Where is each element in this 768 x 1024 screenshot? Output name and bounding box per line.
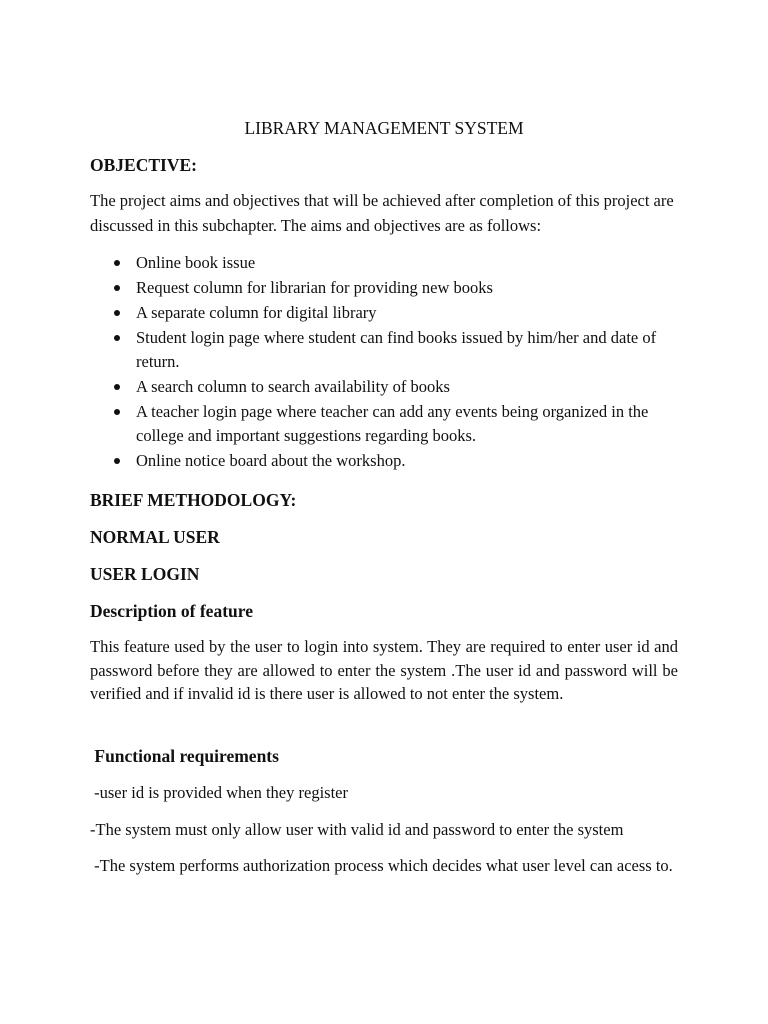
- list-item: A teacher login page where teacher can add any events being organized in the college and important suggestions regarding books.: [90, 400, 678, 448]
- bullet-icon: [114, 310, 120, 316]
- bullet-icon: [114, 409, 120, 415]
- user-login-heading: USER LOGIN: [90, 564, 200, 584]
- requirement-3: -The system performs authorization process which decides what user level can acess to.: [90, 856, 673, 875]
- description-heading: Description of feature: [90, 601, 253, 621]
- bullet-icon: [114, 285, 120, 291]
- list-item: Student login page where student can find books issued by him/her and date of return.: [90, 326, 678, 374]
- bullet-icon: [114, 384, 120, 390]
- functional-requirements-heading: Functional requirements: [90, 746, 279, 766]
- list-item: Online book issue: [90, 251, 678, 275]
- normal-user-heading: NORMAL USER: [90, 527, 220, 547]
- list-item: A search column to search availability of books: [90, 375, 678, 399]
- objective-intro: The project aims and objectives that will be achieved after completion of this project are discussed in this subchapter. The aims and objectives are as follows:: [90, 191, 674, 235]
- objectives-list: [90, 251, 678, 474]
- bullet-icon: [114, 335, 120, 341]
- bullet-icon: [114, 260, 120, 266]
- list-item: Online notice board about the workshop.: [90, 449, 678, 473]
- requirement-2: -The system must only allow user with valid id and password to enter the system: [90, 820, 624, 839]
- document-title: LIBRARY MANAGEMENT SYSTEM: [244, 118, 524, 138]
- objective-heading: OBJECTIVE:: [90, 155, 197, 175]
- bullet-icon: [114, 458, 120, 464]
- list-item: Request column for librarian for providing new books: [90, 276, 678, 300]
- description-text: This feature used by the user to login into system. They are required to enter user id and password before they are allowed to enter the system .The user id and password will be verified and if invalid id is there user is allowed to not enter the system.: [90, 637, 678, 703]
- list-item: A separate column for digital library: [90, 301, 678, 325]
- requirement-1: -user id is provided when they register: [90, 783, 348, 802]
- methodology-heading: BRIEF METHODOLOGY:: [90, 490, 297, 510]
